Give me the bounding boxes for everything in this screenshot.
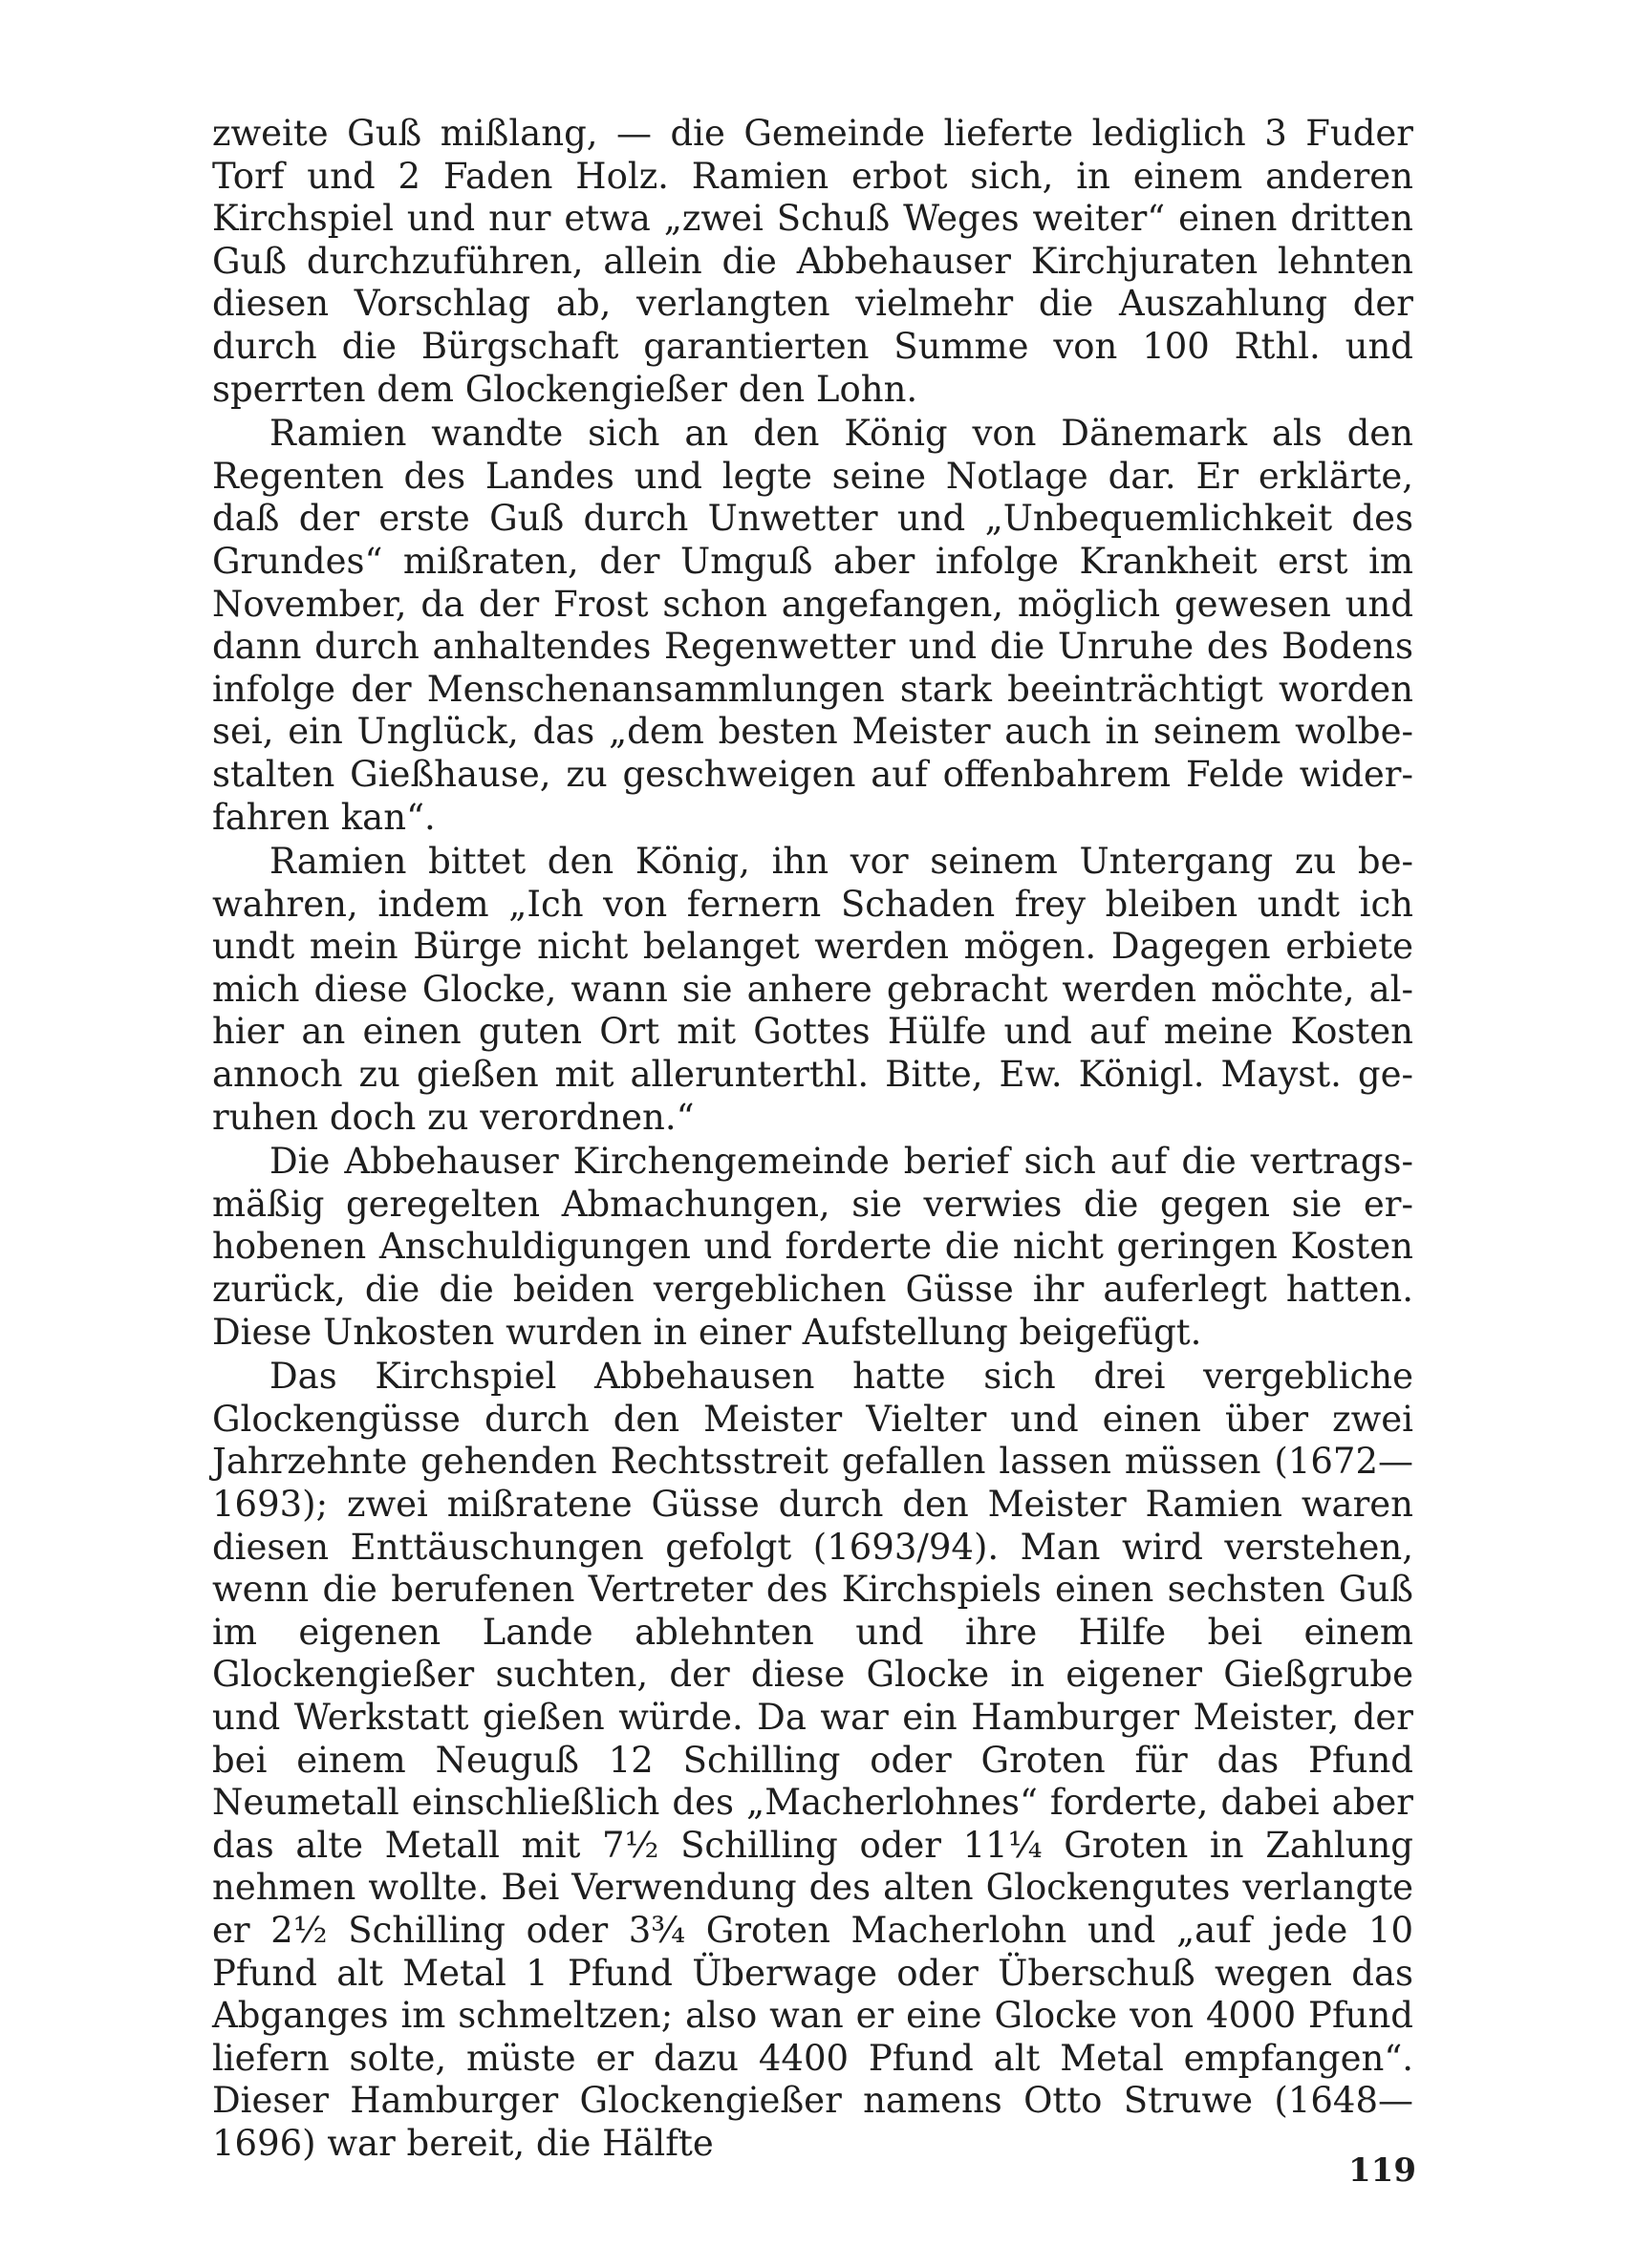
paragraph-1: zweite Guß mißlang, — die Gemeinde lieferte lediglich 3 Fuder Torf und 2 Faden Holz. Ramien erbot sich, in einem anderen Kirchspiel und nur etwa „zwei Schuß Weges weiter“ einen dritten Guß durchzuführen, allein die Abbehauser Kirchjuraten lehnten diesen Vorschlag ab, verlangten vielmehr die Auszahlung der durch die Bürgschaft garantierten Summe von 100 Rthl. und sperrten dem Glockengießer den Lohn. <box>212 113 1413 410</box>
page-body <box>212 113 1413 2168</box>
page-number: 119 <box>1348 2151 1416 2190</box>
paragraph-4: Die Abbehauser Kirchengemeinde berief sich auf die vertragsmäßig geregelten Abmachungen, sie verwies die gegen sie erhobenen Anschuldigungen und forderte die nicht geringen Kosten zurück, die die beiden vergeblichen Güsse ihr auferlegt hatten. Diese Unkosten wurden in einer Aufstellung beigefügt. <box>212 1141 1413 1353</box>
paragraph-3: Ramien bittet den König, ihn vor seinem Untergang zu bewahren, indem „Ich von fernern Schaden frey bleiben undt ich undt mein Bürge nicht belanget werden mögen. Dagegen erbiete mich diese Glocke, wann sie anhere gebracht werden möchte, alhier an einen guten Ort mit Gottes Hülfe und auf meine Kosten annoch zu gießen mit allerunterthl. Bitte, Ew. Königl. Mayst. geruhen doch zu verordnen.“ <box>212 841 1413 1138</box>
paragraph-5: Das Kirchspiel Abbehausen hatte sich drei vergebliche Glockengüsse durch den Meister Vielter und einen über zwei Jahrzehnte gehenden Rechtsstreit gefallen lassen müssen (1672—1693); zwei mißratene Güsse durch den Meister Ramien waren diesen Enttäuschungen gefolgt (1693/94). Man wird verstehen, wenn die berufenen Vertreter des Kirchspiels einen sechsten Guß im eigenen Lande ablehnten und ihre Hilfe bei einem Glockengießer suchten, der diese Glocke in eigener Gießgrube und Werkstatt gießen würde. Da war ein Hamburger Meister, der bei einem Neuguß 12 Schilling oder Groten für das Pfund Neumetall einschließlich des „Macherlohnes“ forderte, dabei aber das alte Metall mit 7½ Schilling oder 11¼ Groten in Zahlung nehmen wollte. Bei Verwendung des alten Glockengutes verlangte er 2½ Schilling oder 3¾ Groten Macherlohn und „auf jede 10 Pfund alt Metal 1 Pfund Überwage oder Überschuß wegen das Abganges im schmeltzen; also wan er eine Glocke von 4000 Pfund liefern solte, müste er dazu 4400 Pfund alt Metal empfangen“. Dieser Hamburger Glockengießer namens Otto Struwe (1648—1696) war bereit, die Hälfte <box>212 1356 1413 2164</box>
paragraph-2: Ramien wandte sich an den König von Dänemark als den Regenten des Landes und legte seine Notlage dar. Er erklärte, daß der erste Guß durch Unwetter und „Unbequemlichkeit des Grundes“ mißraten, der Umguß aber infolge Krankheit erst im November, da der Frost schon angefangen, möglich gewesen und dann durch anhaltendes Regenwetter und die Unruhe des Bodens infolge der Menschenansammlungen stark beeinträchtigt worden sei, ein Unglück, das „dem besten Meister auch in seinem wolbestalten Gießhause, zu geschweigen auf offenbahrem Felde widerfahren kan“. <box>212 413 1413 838</box>
